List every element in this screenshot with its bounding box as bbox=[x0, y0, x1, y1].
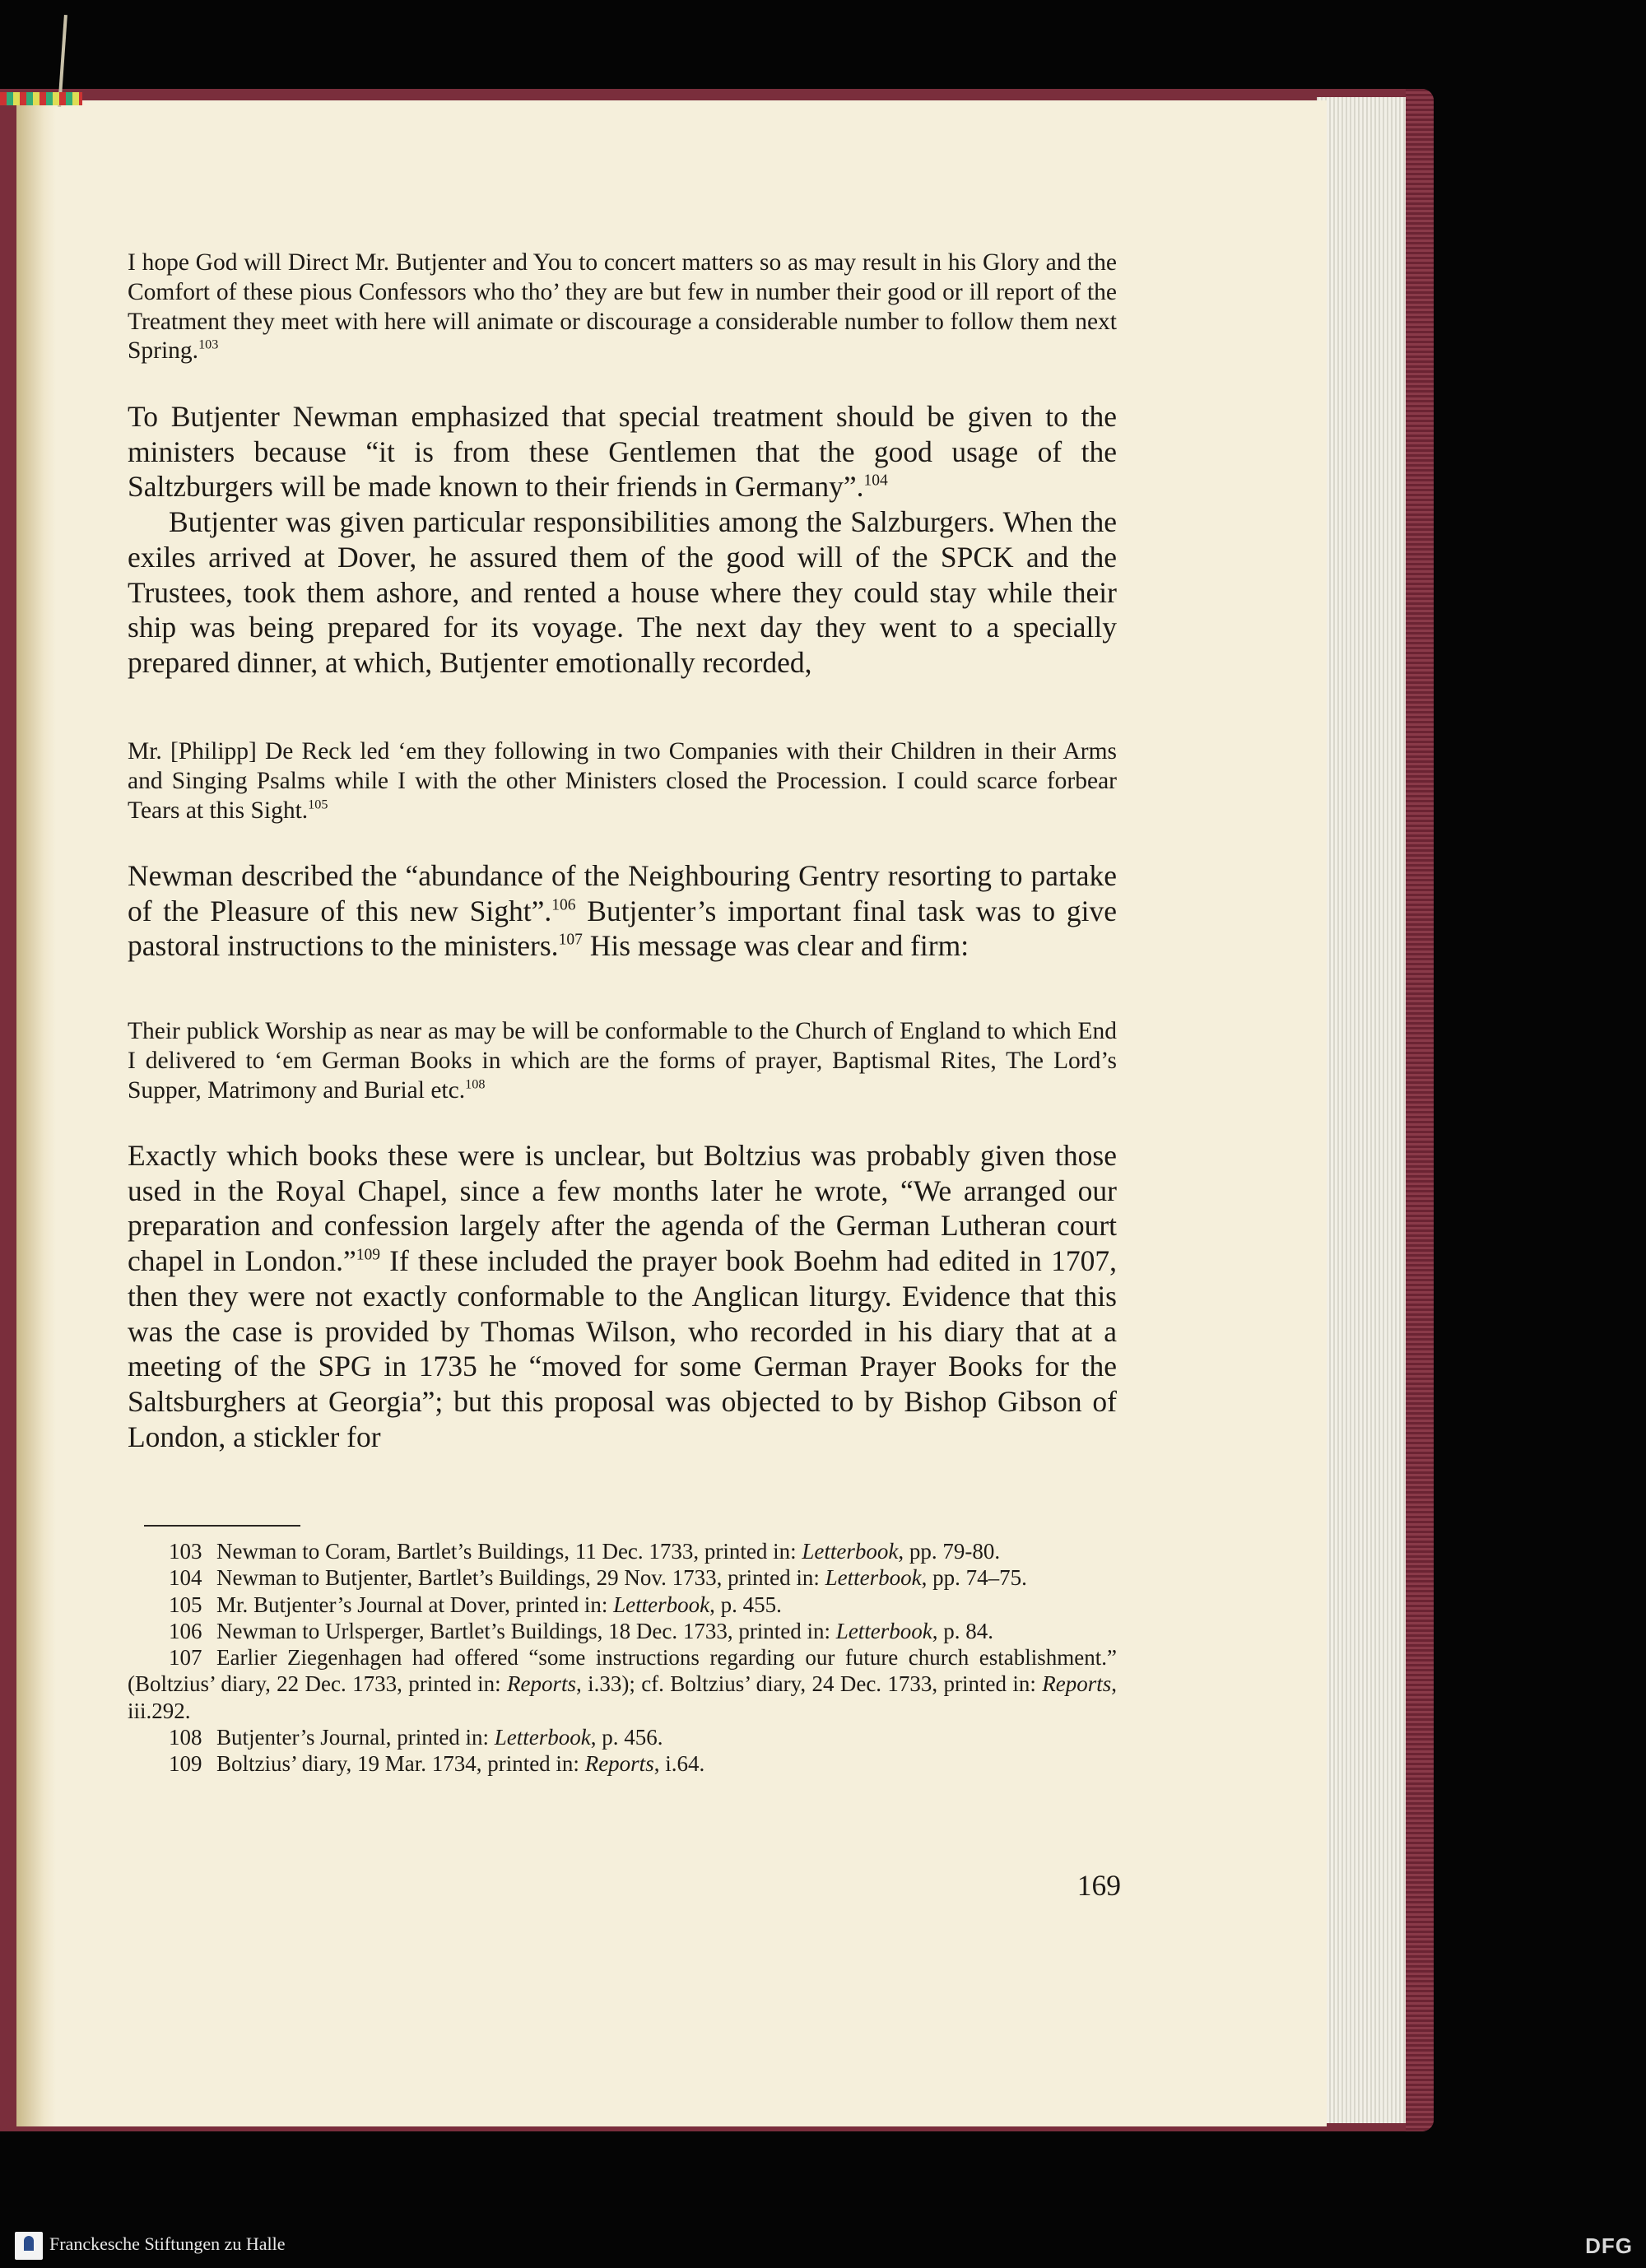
paragraph-2: Butjenter was given particular responsibilities among the Salzburgers. When the exiles arrived at Dover, he assured them of the good will of the SPCK and the Trustees, took them ashore, and rented a house where they could stay while their ship was being prepared for its voyage. The next day they went to a specially prepared dinner, at which, Butjenter emotionally recorded, bbox=[128, 505, 1117, 679]
block-quote-3 bbox=[128, 1017, 1117, 1105]
block-quote-1-text: I hope God will Direct Mr. Butjenter and You to concert matters so as may result in his Glory and the Comfort of these pious Confessors who tho’ they are but few in number their good or ill report of the Treatment they meet with here will animate or discourage a considerable number to follow them next Spring. bbox=[128, 249, 1117, 365]
footnote-ref-109[interactable]: 109 bbox=[356, 1246, 380, 1264]
paragraph-4-text-b: If these included the prayer book Boehm had edited in 1707, then they were not exactly conformable to the Anglican liturgy. Evidence that this was the case is provided by Thomas Wilson, who recorded in his diary that at a meeting of the SPG in 1735 he “moved for some German Prayer Books for the Saltsburghers at Georgia”; but this proposal was objected to by Bishop Gibson of London, a stickler for bbox=[128, 1244, 1117, 1453]
paragraph-3-text-c: His message was clear and firm: bbox=[582, 929, 969, 963]
page-block-edge bbox=[1317, 97, 1406, 2123]
block-quote-3-text: Their publick Worship as near as may be will be conformable to the Church of England to which End I delivered to ‘em German Books in which are the forms of prayer, Baptismal Rites, The Lord’s Supper, Matrimony and Burial etc. bbox=[128, 1018, 1117, 1104]
page-number: 169 bbox=[1076, 1869, 1121, 1902]
footnote-ref-106[interactable]: 106 bbox=[551, 896, 576, 914]
footnote-ref-108[interactable]: 108 bbox=[465, 1076, 486, 1092]
footnote-107: 107 Earlier Ziegenhagen had offered “some instructions regarding our future church establishment.” (Boltzius’ diary, 22 Dec. 1733, printed in: Reports, i.33); cf. Boltzius’ diary, 24 Dec. 1733, printed in: Reports, iii.292. bbox=[128, 1645, 1117, 1723]
franckesche-logo-icon[interactable] bbox=[15, 2232, 43, 2260]
footnote-ref-105[interactable]: 105 bbox=[308, 797, 328, 812]
paragraph-4-text-a: Exactly which books these were is unclear, but Boltzius was probably given those used in the Royal Chapel, since a few months later he wrote, “We arranged our preparation and confession largely after the agenda of the German Lutheran court chapel in London.” bbox=[128, 1139, 1117, 1278]
footnote-109: 109 Boltzius’ diary, 19 Mar. 1734, printed in: Reports, i.64. bbox=[169, 1751, 705, 1777]
paragraph-3-text-b: Butjenter’s important final task was to give pastoral instructions to the ministers. bbox=[128, 894, 1118, 963]
page-gutter bbox=[16, 100, 56, 2126]
footnote-rule bbox=[144, 1525, 300, 1527]
viewer-footer bbox=[0, 2225, 1646, 2268]
paragraph-1-text: To Butjenter Newman emphasized that special treatment should be given to the ministers because “it is from these Gentlemen that the good usage of the Saltzburgers will be made known to their friends in Germany”. bbox=[128, 400, 1117, 504]
paragraph-1 bbox=[128, 399, 1117, 681]
cover-edge bbox=[1406, 89, 1434, 2131]
bookmark-ribbon bbox=[0, 92, 82, 105]
book-page bbox=[16, 100, 1327, 2126]
paragraph-4 bbox=[128, 1138, 1117, 1454]
dfg-logo[interactable]: DFG bbox=[1585, 2233, 1633, 2258]
footnote-106: 106 Newman to Urlsperger, Bartlet’s Buildings, 18 Dec. 1733, printed in: Letterbook, p. 84. bbox=[169, 1618, 994, 1643]
block-quote-2 bbox=[128, 737, 1117, 825]
footnote-103: 103 Newman to Coram, Bartlet’s Buildings, 11 Dec. 1733, printed in: Letterbook, pp. 79-80. bbox=[169, 1539, 1001, 1564]
footnote-105: 105 Mr. Butjenter’s Journal at Dover, printed in: Letterbook, p. 455. bbox=[169, 1592, 782, 1617]
institution-name[interactable]: Franckesche Stiftungen zu Halle bbox=[49, 2233, 286, 2254]
footnote-ref-103[interactable]: 103 bbox=[198, 337, 219, 353]
paragraph-3 bbox=[128, 858, 1117, 964]
paragraph-3-text-a: Newman described the “abundance of the Neighbouring Gentry resorting to partake of the Pleasure of this new Sight”. bbox=[128, 859, 1117, 927]
footnotes bbox=[128, 1538, 1117, 1778]
block-quote-1 bbox=[128, 249, 1117, 366]
footnote-ref-107[interactable]: 107 bbox=[558, 931, 583, 949]
footnote-108: 108 Butjenter’s Journal, printed in: Letterbook, p. 456. bbox=[169, 1725, 663, 1750]
footnote-104: 104 Newman to Butjenter, Bartlet’s Buildings, 29 Nov. 1733, printed in: Letterbook, pp. 74–75. bbox=[169, 1565, 1027, 1591]
block-quote-2-text: Mr. [Philipp] De Reck led ‘em they following in two Companies with their Children in their Arms and Singing Psalms while I with the other Ministers closed the Procession. I could scarce forbear Tears at this Sight. bbox=[128, 738, 1117, 824]
footnote-ref-104[interactable]: 104 bbox=[863, 472, 888, 490]
